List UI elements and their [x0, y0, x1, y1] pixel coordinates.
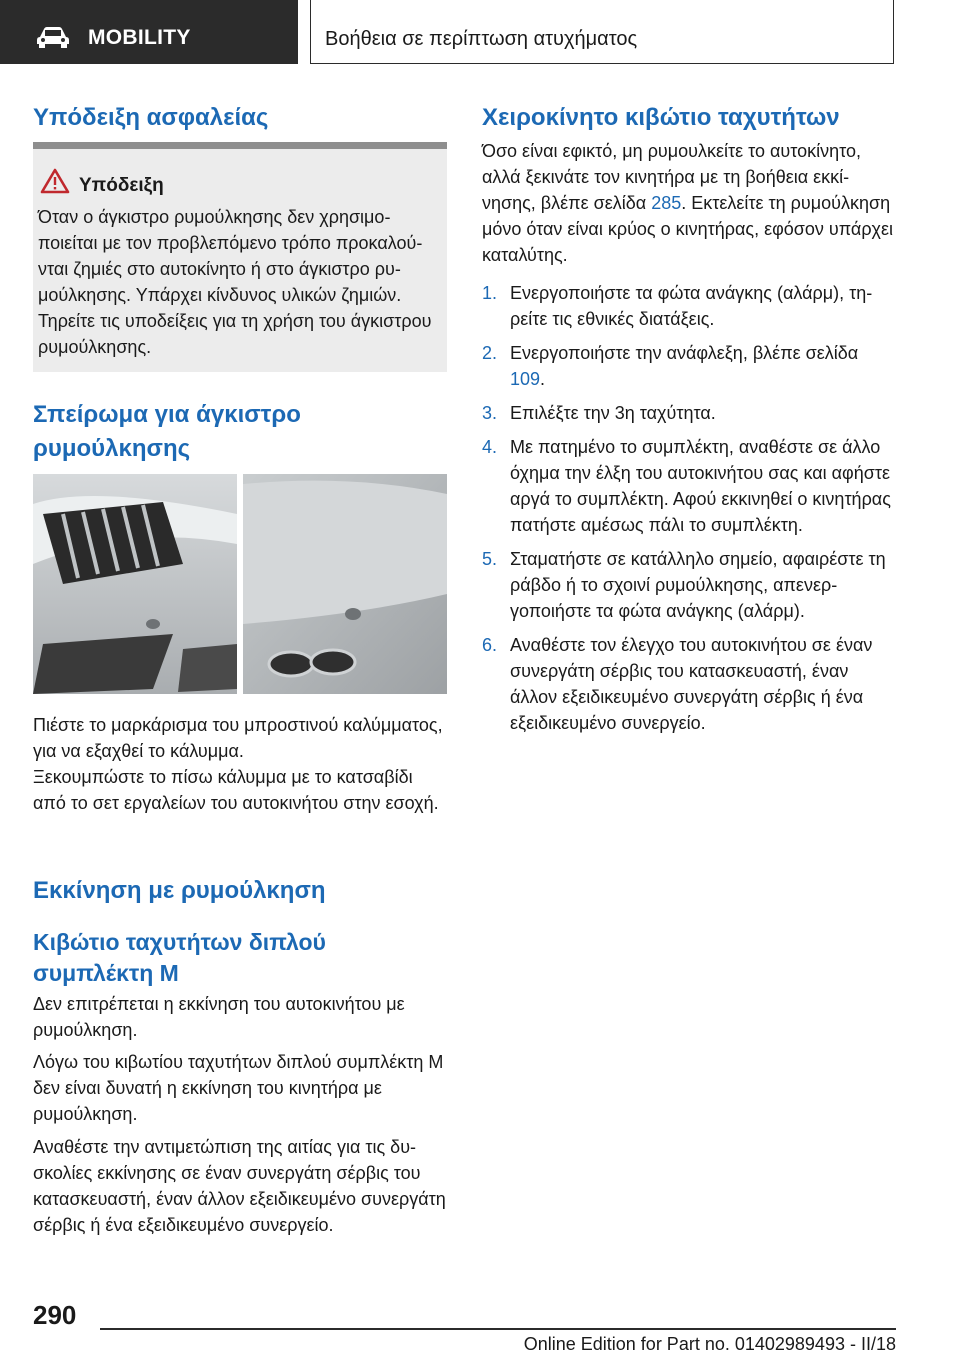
- step-number: 1.: [482, 283, 498, 303]
- list-item: 1. Ενεργοποιήστε τα φώτα ανάγκης (αλάρμ), τηρείτε τις εθνικές διατάξεις.: [482, 280, 896, 332]
- list-item: 6. Αναθέστε τον έλεγχο του αυτοκινήτου σε έναν συνεργάτη σέρβις του κατασκευαστή, έναν άλλον εξειδικευμένο συνεργάτη σέρβις ή ένα εξειδικευμένο συνεργείο.: [482, 632, 896, 736]
- page-link-109[interactable]: 109: [510, 369, 541, 389]
- tow-start-heading: Εκκίνηση με ρυμούλκηση: [33, 877, 326, 904]
- tow-start-steps: [482, 280, 896, 744]
- para-service: Αναθέστε την αντιμετώπιση της αιτίας για τις δυσκολίες εκκίνησης σε έναν συνεργάτη σέρβις του κατασκευαστή, έναν άλλον εξειδικευμένο συνεργάτη σέρβις ή ένα εξειδικευμένο συνεργείο.: [33, 1137, 446, 1235]
- section-tab: [0, 0, 298, 64]
- warning-text: Όταν ο άγκιστρο ρυμούλκησης δεν χρησιμοποιείται με τον προβλεπόμενο τρόπο προκαλούνται ζημιές στο αυτοκίνητο ή στο άγκιστρο ρυμούλκησης. Υπάρχει κίνδυνος υλικών ζημιών. Τηρείτε τις υποδείξεις για τη χρήση του άγκιστρου ρυμούλκησης.: [38, 207, 432, 357]
- chapter-header: [310, 0, 894, 64]
- step-number: 2.: [482, 343, 498, 363]
- list-item: 5. Σταματήστε σε κατάλληλο σημείο, αφαιρέστε τη ράβδο ή το σχοινί ρυμούλκησης, απενεργοποιήστε τα φώτα ανάγκης (αλάρμ).: [482, 546, 896, 624]
- para-no-tow-start: Δεν επιτρέπεται η εκκίνηση του αυτοκινήτου με ρυμούλκηση.: [33, 994, 405, 1040]
- section-label: MOBILITY: [88, 26, 191, 49]
- dct-heading: Κιβώτιο ταχυτήτων διπλού συμπλέκτη Μ: [33, 929, 326, 986]
- list-item: 3. Επιλέξτε την 3η ταχύτητα.: [482, 400, 896, 426]
- step-number: 4.: [482, 437, 498, 457]
- list-item: 4. Με πατημένο το συμπλέκτη, αναθέστε σε άλλο όχημα την έλξη του αυτοκινήτου σας και αφήστε αργά το συμπλέκτη. Αφού εκκινηθεί ο κινητήρας πατήστε αμέσως πάλι το συμπλέκτη.: [482, 434, 896, 538]
- front-rear-bumper-illustration: [33, 474, 447, 694]
- page-number: 290: [33, 1300, 77, 1330]
- footer-divider: [100, 1328, 896, 1330]
- para-rear-cover: Ξεκουμπώστε το πίσω κάλυμμα με το κατσαβίδι από το σετ εργαλείων του αυτοκινήτου στην εσοχή.: [33, 767, 439, 813]
- step-number: 3.: [482, 403, 498, 423]
- chapter-title: Βοήθεια σε περίπτωση ατυχήματος: [325, 28, 638, 50]
- manual-intro: Όσο είναι εφικτό, μη ρυμουλκείτε το αυτοκίνητο, αλλά ξεκινάτε τον κινητήρα με τη βοήθεια εκκίνησης, βλέπε σελίδα 285. Εκτελείτε τη ρυμούλκηση μόνο όταν είναι κρύος ο κινητήρας, εφόσον υπάρχει καταλύτης.: [482, 141, 894, 265]
- tow-hook-photo: [33, 474, 447, 694]
- para-front-cover: Πιέστε το μαρκάρισμα του μπροστινού καλύμματος, για να εξαχθεί το κάλυμμα.: [33, 715, 443, 761]
- car-icon: [36, 26, 70, 48]
- thread-heading: Σπείρωμα για άγκιστρο ρυμούλκησης: [33, 401, 301, 462]
- warning-triangle-icon: [40, 168, 70, 194]
- step-number: 5.: [482, 549, 498, 569]
- warning-title: Υπόδειξη: [79, 175, 164, 196]
- step-number: 6.: [482, 635, 498, 655]
- para-dct-reason: Λόγω του κιβωτίου ταχυτήτων διπλού συμπλέκτη Μ δεν είναι δυνατή η εκκίνηση του κινητήρα με ρυμούλκηση.: [33, 1052, 444, 1124]
- list-item: 2. Ενεργοποιήστε την ανάφλεξη, βλέπε σελίδα 109.: [482, 340, 896, 392]
- edition-note: Online Edition for Part no. 01402989493 - II/18: [523, 1334, 896, 1354]
- manual-gearbox-heading: Χειροκίνητο κιβώτιο ταχυτήτων: [482, 104, 840, 131]
- page-link-285[interactable]: 285: [651, 193, 682, 213]
- safety-heading: Υπόδειξη ασφαλείας: [33, 104, 269, 131]
- warning-box: [33, 142, 447, 372]
